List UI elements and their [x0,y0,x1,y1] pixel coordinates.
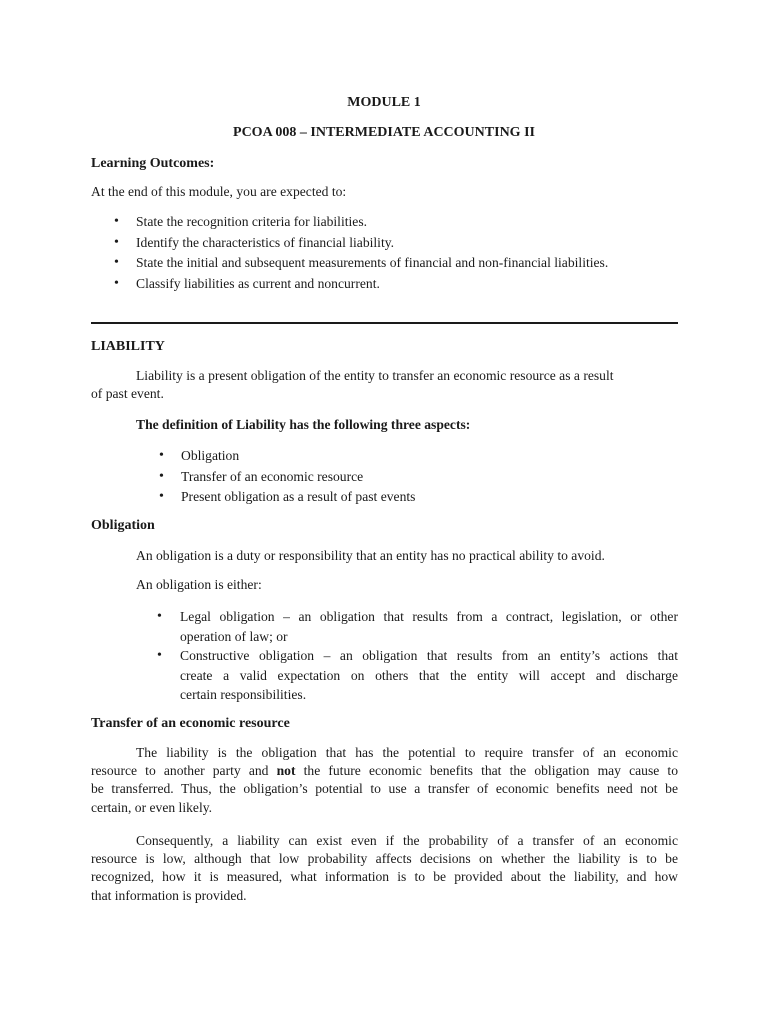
aspect-item: • Present obligation as a result of past events [181,487,415,508]
learning-outcomes-list [136,212,608,294]
obligation-types-list [180,607,678,705]
module-title: MODULE 1 [347,95,421,110]
definition-line: of past event. [91,386,164,402]
outcome-item: • State the initial and subsequent measurements of financial and non-financial liabilities. [136,253,608,274]
outcome-item: • State the recognition criteria for liabilities. [136,212,608,233]
section-divider [91,322,678,324]
aspects-heading: The definition of Liability has the following three aspects: [136,417,471,432]
transfer-paragraph-1: The liability is the obligation that has the potential to require transfer of an economic resource to another party and not the future economic benefits that the obligation may cause to be transferred. Thus, the obligation’s potential to use a transfer of economic benefits need not be certain, or even likely. [91,745,679,815]
liability-definition [91,367,678,403]
obligation-either: An obligation is either: [136,577,262,592]
outcome-item: • Classify liabilities as current and noncurrent. [136,274,608,295]
outcomes-intro: At the end of this module, you are expected to: [91,184,347,199]
aspects-list [181,446,415,508]
transfer-paragraph-2: Consequently, a liability can exist even if the probability of a transfer of an economic resource is low, although that low probability affects decisions on whether the liability is to be recognized, how it is measured, what information is to be provided about the liability, and how that information is provided. [91,833,678,903]
aspect-item: • Obligation [181,446,415,467]
definition-line: Liability is a present obligation of the entity to transfer an economic resource as a result [136,368,614,383]
legal-obligation-item: • Legal obligation – an obligation that results from a contract, legislation, or other operation of law; or [180,607,678,646]
liability-heading: LIABILITY [91,339,165,354]
obligation-heading: Obligation [91,518,155,533]
constructive-obligation-item: • Constructive obligation – an obligation that results from an entity’s actions that create a valid expectation on others that the entity will accept and discharge certain responsibilities. [180,646,678,705]
course-title: PCOA 008 – INTERMEDIATE ACCOUNTING II [233,125,535,140]
outcome-item: • Identify the characteristics of financial liability. [136,233,608,254]
aspect-item: • Transfer of an economic resource [181,467,415,488]
obligation-definition: An obligation is a duty or responsibility that an entity has no practical ability to avoid. [136,548,605,563]
transfer-heading: Transfer of an economic resource [91,716,290,731]
learning-outcomes-heading: Learning Outcomes: [91,156,215,171]
